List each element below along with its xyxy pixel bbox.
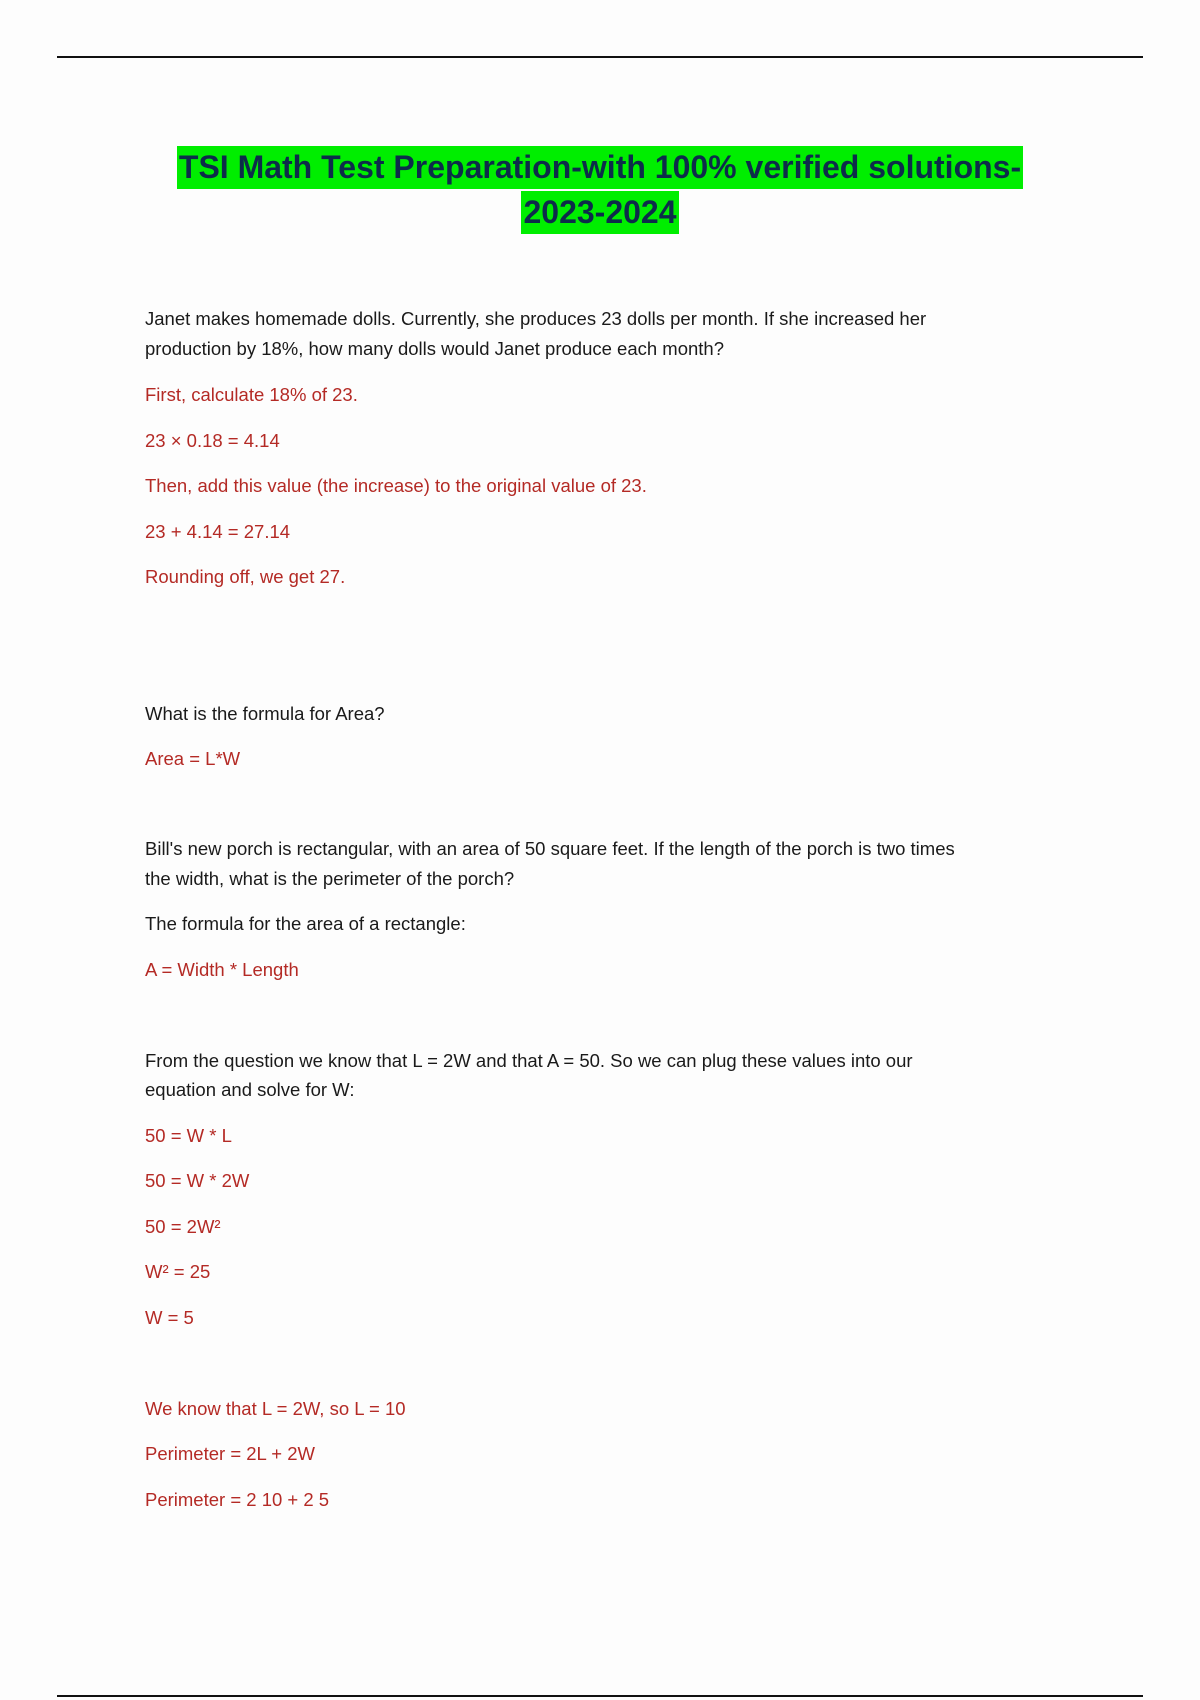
answer-line: 50 = 2W² — [145, 1216, 221, 1237]
explanation-line-2: equation and solve for W: — [145, 1079, 355, 1100]
top-rule — [57, 56, 1143, 58]
answer-line: First, calculate 18% of 23. — [145, 384, 358, 405]
title-line-2: 2023-2024 — [521, 191, 678, 234]
answer-line: 23 + 4.14 = 27.14 — [145, 521, 291, 542]
question-area-formula: What is the formula for Area? — [145, 703, 385, 724]
answer-line: Rounding off, we get 27. — [145, 566, 346, 587]
answer-line: 50 = W * L — [145, 1125, 232, 1146]
document-title — [100, 146, 1100, 234]
answer-line: 50 = W * 2W — [145, 1170, 250, 1191]
answer-line: Perimeter = 2L + 2W — [145, 1443, 315, 1464]
bottom-rule — [57, 1695, 1143, 1697]
question-dolls-line-2: production by 18%, how many dolls would Janet produce each month? — [145, 338, 724, 359]
answer-line: Perimeter = 2 10 + 2 5 — [145, 1489, 330, 1510]
answer-line: 23 × 0.18 = 4.14 — [145, 430, 280, 451]
explanation-line: The formula for the area of a rectangle: — [145, 913, 466, 934]
answer-line: Area = L*W — [145, 748, 241, 769]
answer-line: W² = 25 — [145, 1261, 211, 1282]
question-porch-line-2: the width, what is the perimeter of the porch? — [145, 868, 515, 889]
explanation-line-1: From the question we know that L = 2W and that A = 50. So we can plug these values into our — [145, 1050, 913, 1071]
answer-line: We know that L = 2W, so L = 10 — [145, 1398, 406, 1419]
question-dolls-line-1: Janet makes homemade dolls. Currently, she produces 23 dolls per month. If she increased her — [145, 308, 927, 329]
answer-line: W = 5 — [145, 1307, 194, 1328]
title-line-1: TSI Math Test Preparation-with 100% verified solutions- — [177, 146, 1023, 189]
answer-line: A = Width * Length — [145, 959, 299, 980]
question-porch-line-1: Bill's new porch is rectangular, with an area of 50 square feet. If the length of the porch is two times — [145, 838, 955, 859]
answer-line: Then, add this value (the increase) to the original value of 23. — [145, 475, 647, 496]
